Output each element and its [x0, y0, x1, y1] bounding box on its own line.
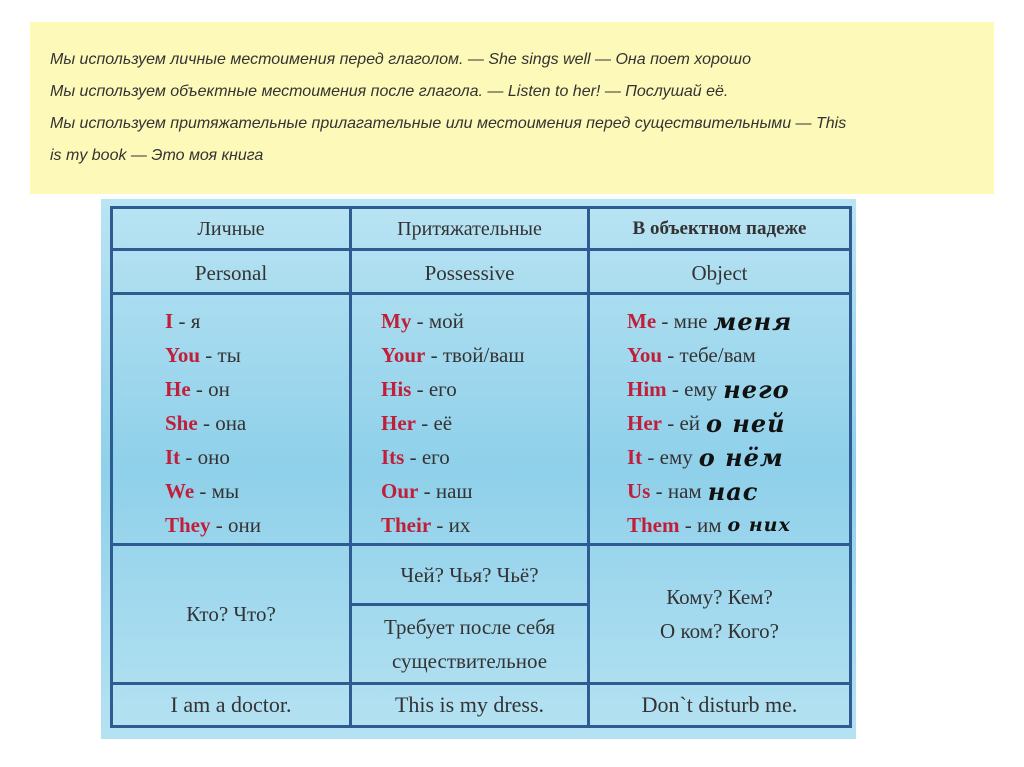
pronoun-ru: он [208, 376, 230, 401]
list-item: It - оно [165, 444, 230, 469]
handwritten-note: нас [707, 476, 759, 506]
list-item: Her - её [381, 410, 453, 435]
pronoun-en: You [627, 342, 663, 367]
pronoun-en: Us [627, 478, 651, 503]
header-possessive-en: Possessive [424, 260, 515, 285]
rule-line-1: Мы используем личные местоимения перед глаголом. — She sings well — Она поет хорошо [50, 51, 751, 68]
header-object-ru: В объектном падеже [632, 218, 807, 239]
rule-line-4: is my book — Это моя книга [50, 147, 264, 164]
personal-list [165, 304, 261, 542]
list-item: He - он [165, 376, 230, 401]
pronoun-en: It [627, 444, 643, 469]
rules-note [30, 22, 994, 194]
pronoun-ru: я [190, 308, 201, 333]
pronoun-en: Them [627, 512, 680, 537]
personal-question: Кто? Что? [186, 602, 276, 626]
possessive-note-line-1: Требует после себя [383, 615, 556, 639]
list-item: Our - наш [381, 478, 473, 503]
pronoun-ru: нам [667, 478, 702, 503]
handwritten-note: него [723, 374, 790, 404]
list-item: She - она [165, 410, 247, 435]
list-item: Them - им о них [627, 512, 791, 537]
table-grid [110, 206, 852, 728]
possessive-list [381, 304, 525, 542]
pronoun-en: His [381, 376, 412, 401]
object-question-line-1: Кому? Кем? [666, 585, 773, 609]
possessive-note-line-2: существительное [391, 649, 548, 673]
pronoun-ru: ты [217, 342, 241, 367]
handwritten-note: о ней [706, 408, 786, 438]
handwritten-note: меня [713, 306, 793, 336]
pronoun-ru: его [421, 444, 450, 469]
pronoun-ru: их [448, 512, 471, 537]
pronoun-ru: мой [428, 308, 464, 333]
pronoun-ru: ей [679, 410, 701, 435]
list-item: Her - ей о ней [627, 408, 786, 438]
pronoun-en: Your [381, 342, 426, 367]
list-item: His - его [381, 376, 457, 401]
list-item: Us - нам нас [627, 476, 759, 506]
handwritten-note: о них [727, 514, 791, 536]
list-item: Your - твой/ваш [381, 342, 525, 367]
header-personal-ru: Личные [197, 217, 265, 240]
example-object: Don`t disturb me. [641, 692, 798, 717]
pronoun-en: Me [627, 308, 657, 333]
rule-line-3: Мы используем притяжательные прилагательные или местоимения перед существительными — This [50, 115, 847, 132]
pronoun-en: My [381, 308, 412, 333]
pronoun-ru: оно [197, 444, 230, 469]
pronoun-ru: им [697, 512, 722, 537]
pronoun-ru: ему [659, 444, 693, 469]
pronoun-ru: ему [684, 376, 718, 401]
pronoun-en: Him [627, 376, 667, 401]
list-item: Me - мне меня [627, 306, 793, 336]
list-item: Its - его [381, 444, 450, 469]
pronoun-ru: они [228, 512, 261, 537]
pronoun-ru: мы [211, 478, 240, 503]
header-personal-en: Personal [194, 260, 268, 285]
pronoun-en: We [165, 478, 195, 503]
example-personal: I am a doctor. [170, 692, 292, 717]
pronoun-en: Its [381, 444, 405, 469]
object-list [627, 304, 792, 542]
pronoun-en: Her [627, 410, 662, 435]
list-item: Him - ему него [627, 374, 790, 404]
object-question-line-2: О ком? Кого? [660, 619, 779, 643]
pronoun-ru: твой/ваш [442, 342, 525, 367]
possessive-note [352, 606, 587, 682]
list-item: They - они [165, 512, 261, 537]
list-item: My - мой [381, 308, 464, 333]
pronoun-en: Her [381, 410, 416, 435]
pronoun-table [101, 199, 856, 739]
pronoun-en: Their [381, 512, 432, 537]
pronoun-ru: мне [673, 308, 708, 333]
pronoun-en: They [165, 512, 211, 537]
pronoun-en: You [165, 342, 201, 367]
pronoun-en: He [165, 376, 191, 401]
pronoun-ru: она [215, 410, 247, 435]
object-question [590, 546, 849, 682]
pronoun-en: I [165, 308, 174, 333]
handwritten-note: о нём [698, 442, 784, 472]
list-item: You - ты [165, 342, 241, 367]
possessive-question: Чей? Чья? Чьё? [400, 562, 539, 587]
list-item: You - тебе/вам [627, 342, 756, 367]
pronoun-ru: её [433, 410, 453, 435]
rule-line-2: Мы используем объектные местоимения после глагола. — Listen to her! — Послушай её. [50, 83, 729, 100]
pronoun-en: It [165, 444, 181, 469]
header-possessive-ru: Притяжательные [397, 217, 542, 240]
example-possessive: This is my dress. [394, 692, 545, 717]
pronoun-ru: тебе/вам [679, 342, 756, 367]
list-item: Their - их [381, 512, 471, 537]
pronoun-en: Our [381, 478, 419, 503]
list-item: I - я [165, 308, 201, 333]
header-object-en: Object [691, 260, 748, 285]
pronoun-en: She [165, 410, 198, 435]
list-item: It - ему о нём [627, 442, 784, 472]
pronoun-ru: его [428, 376, 457, 401]
list-item: We - мы [165, 478, 240, 503]
pronoun-ru: наш [435, 478, 473, 503]
